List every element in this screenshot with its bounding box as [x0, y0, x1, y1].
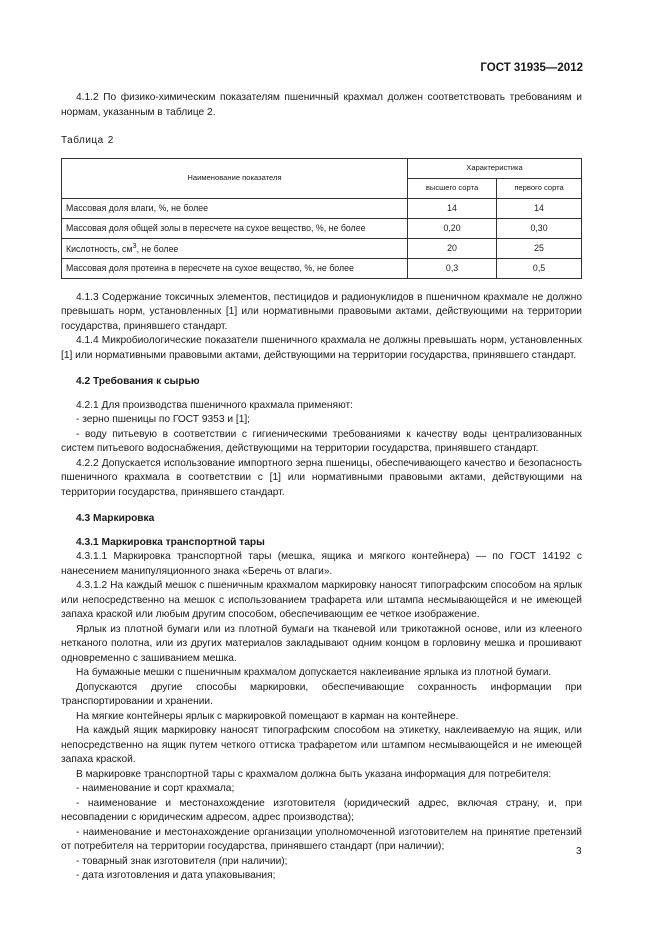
- row-value-premium: 20: [408, 238, 497, 258]
- paragraph-4-1-2: 4.1.2 По физико-химическим показателям пшеничный крахмал должен соответствовать требованиям и нормам, указанным в таблице 2.: [61, 92, 582, 118]
- row-value-premium: 14: [408, 198, 497, 218]
- paragraph-paper-bags: На бумажные мешки с пшеничным крахмалом допускается наклеивание ярлыка из плотной бумаги.: [76, 667, 552, 678]
- list-item: - наименование и местонахождение организации уполномоченной изготовителем на принятие претензий от потребителя на территории государства, принявшего стандарт (при наличии);: [61, 826, 582, 852]
- row-value-premium: 0,20: [408, 218, 497, 238]
- row-name-text: Кислотность, см: [66, 244, 133, 255]
- table-row: [62, 218, 582, 238]
- paragraph-4-3-1-2: 4.3.1.2 На каждый мешок с пшеничным крахмалом маркировку наносят типографским способом на ярлык или непосредственно на мешок с использованием трафарета или штампа несмывающейся и не имеющей запаха краской или любым другим способом, обеспечивающим ее четкое изображение.: [61, 580, 582, 620]
- table-row: [62, 258, 582, 278]
- table-row: [62, 238, 582, 258]
- col-header-name: Наименование показателя: [62, 158, 408, 198]
- paragraph-label: Ярлык из плотной бумаги или из плотной бумаги на тканевой или трикотажной основе, или из клееного нетканого полотна, или из других материалов закладывают одним концом в горловину мешка и прошивают одновременно с зашиванием мешка.: [61, 623, 582, 664]
- characteristics-table: [61, 158, 582, 279]
- paragraph-4-2-1: 4.2.1 Для производства пшеничного крахмала применяют:: [76, 399, 353, 411]
- paragraph-boxes: На каждый ящик маркировку наносят типографским способом на этикетку, наклеиваемую на ящик, или непосредственно на ящик путем четкого оттиска трафаретом или штампом несмывающейся и не имеющей запаха краской.: [61, 725, 582, 765]
- list-item: - воду питьевую в соответствии с гигиеническими требованиями к качеству воды централизованных систем питьевого водоснабжения, действующими на территории государства, принявшего стандарт.: [61, 428, 582, 454]
- page-content: [61, 91, 582, 884]
- paragraph-soft-containers: На мягкие контейнеры ярлык с маркировкой помещают в карман на контейнере.: [76, 710, 459, 722]
- row-value-first: 25: [497, 238, 582, 258]
- row-value-first: 0,5: [497, 258, 582, 278]
- table-header-row: [62, 158, 582, 178]
- page-number: 3: [576, 846, 582, 857]
- col-header-group: Характеристика: [408, 158, 582, 178]
- col-header-first: первого сорта: [497, 178, 582, 198]
- list-item: - товарный знак изготовителя (при наличии);: [76, 855, 288, 867]
- paragraph-4-1-3: 4.1.3 Содержание токсичных элементов, пестицидов и радионуклидов в пшеничном крахмале не должно превышать норм, установленных [1] или нормативными правовыми актами, действующими на территории государства, принявшего стандарт.: [61, 291, 582, 332]
- row-name: Массовая доля влаги, %, не более: [62, 198, 408, 218]
- subsection-heading-4-3-1: 4.3.1 Маркировка транспортной тары: [76, 536, 265, 548]
- paragraph-4-3-1-1: 4.3.1.1 Маркировка транспортной тары (мешка, ящика и мягкого контейнера) — по ГОСТ 14192 с нанесением манипуляционного знака «Беречь от влаги».: [61, 551, 582, 577]
- table-row: [62, 198, 582, 218]
- table-caption: [61, 134, 582, 149]
- row-value-first: 0,30: [497, 218, 582, 238]
- col-header-premium: высшего сорта: [408, 178, 497, 198]
- paragraph-4-1-4: 4.1.4 Микробиологические показатели пшеничного крахмала не должны превышать норм, установленных [1] или нормативными правовыми актами, действующими на территории государства, принявшего стандарт.: [61, 335, 582, 361]
- section-heading-4-3: 4.3 Маркировка: [76, 513, 155, 524]
- document-number: ГОСТ 31935—2012: [480, 62, 583, 74]
- row-name-superscript: 3: [132, 241, 137, 251]
- table-caption-number: 2: [107, 135, 114, 146]
- paragraph-other-methods: Допускаются другие способы маркировки, обеспечивающие сохранность информации при транспортировании и хранении.: [61, 681, 582, 707]
- list-item: - дата изготовления и дата упаковывания;: [76, 870, 276, 881]
- paragraph-4-2-2: 4.2.2 Допускается использование импортного зерна пшеницы, обеспечивающего качество и безопасность пшеничного крахмала в соответствии с [1] или нормативными правовыми актами, действующими на территории государства, принявшего стандарт.: [61, 457, 582, 498]
- section-heading-4-2: 4.2 Требования к сырью: [76, 376, 200, 387]
- row-value-first: 14: [497, 198, 582, 218]
- list-item: - наименование и сорт крахмала;: [76, 783, 235, 794]
- table-caption-word: Таблица: [61, 135, 104, 146]
- list-item: - зерно пшеницы по ГОСТ 9353 и [1];: [76, 414, 251, 425]
- paragraph-consumer-info: В маркировке транспортной тары с крахмалом должна быть указана информация для потребителя:: [76, 768, 552, 780]
- row-name: [62, 238, 408, 258]
- row-value-premium: 0,3: [408, 258, 497, 278]
- row-name: Массовая доля общей золы в пересчете на сухое вещество, %, не более: [62, 218, 408, 238]
- list-item: - наименование и местонахождение изготовителя (юридический адрес, включая страну, и, при несовпадении с юридическим адресом, адрес производства);: [61, 797, 582, 823]
- row-name: Массовая доля протеина в пересчете на сухое вещество, %, не более: [62, 258, 408, 278]
- row-name-suffix: , не более: [136, 244, 179, 255]
